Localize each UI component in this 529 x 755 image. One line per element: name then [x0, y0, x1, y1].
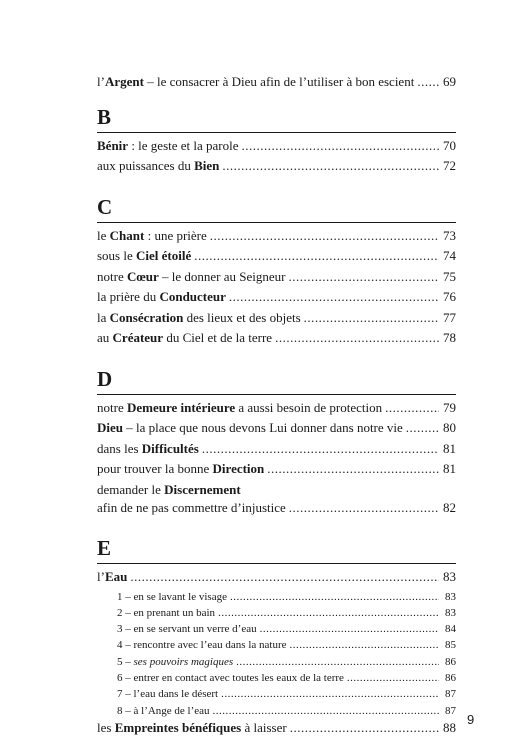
section-divider: [97, 394, 456, 395]
page-number: 86: [445, 655, 456, 668]
dot-leader: [304, 310, 439, 326]
toc-subentry[interactable]: [97, 704, 456, 720]
page-number: 72: [443, 158, 456, 173]
page-folio: 9: [467, 712, 475, 727]
entry-label: dans les Difficultés: [97, 440, 199, 456]
dot-leader: [229, 289, 439, 305]
entry-label: aux puissances du Bien: [97, 158, 220, 173]
page-number: 70: [443, 137, 456, 153]
toc-subentry[interactable]: [97, 638, 456, 654]
page-number: 88: [443, 719, 456, 735]
toc-entry[interactable]: [97, 289, 456, 310]
toc-subentry[interactable]: [97, 687, 456, 703]
entry-label: les Empreintes bénéfiques à laisser: [97, 719, 287, 735]
dot-leader: [385, 400, 439, 416]
section-b: [97, 105, 456, 179]
toc-entry[interactable]: [97, 248, 456, 269]
toc-entry[interactable]: [97, 569, 456, 590]
section-letter: D: [97, 366, 113, 391]
toc-entry[interactable]: [97, 400, 456, 421]
dot-leader: [260, 622, 439, 637]
entry-label: 3 – en se servant un verre d’eau: [117, 623, 257, 636]
page-number: 81: [443, 440, 456, 456]
page-number: 80: [443, 420, 456, 435]
entry-label: 6 – entrer en contact avec toutes les eaux de la terre: [117, 671, 344, 684]
section-letter: E: [97, 536, 112, 560]
dot-leader: [290, 638, 440, 653]
entry-label: la Consécration des lieux et des objets: [97, 309, 301, 325]
toc-entry[interactable]: [97, 461, 456, 482]
toc-subentry[interactable]: [97, 590, 456, 606]
toc-entry[interactable]: [97, 158, 456, 179]
entry-label: afin de ne pas commettre d’injustice: [97, 499, 286, 515]
dot-leader: [275, 330, 439, 346]
page-number: 76: [443, 289, 456, 304]
entry-label: sous le Ciel étoilé: [97, 248, 192, 263]
dot-leader: [288, 269, 439, 285]
toc-entry[interactable]: [97, 482, 456, 500]
section-divider: [97, 222, 456, 223]
entry-label: au Créateur du Ciel et de la terre: [97, 330, 273, 345]
page-number: 83: [445, 606, 456, 619]
toc-entry[interactable]: [97, 310, 456, 331]
section-letter: B: [97, 104, 112, 129]
entry-label: 2 – en prenant un bain: [117, 606, 216, 619]
dot-leader: [202, 441, 439, 457]
page-number: 87: [445, 704, 456, 717]
dot-leader: [218, 606, 439, 621]
dot-leader: [417, 74, 439, 90]
dot-leader: [289, 500, 439, 516]
dot-leader: [222, 158, 439, 174]
entry-label: Bénir : le geste et la parole: [97, 137, 239, 153]
dot-leader: [130, 569, 439, 585]
toc-entry[interactable]: [97, 441, 456, 462]
toc-entry[interactable]: [97, 420, 456, 441]
page-number: 84: [445, 623, 456, 636]
dot-leader: [242, 138, 439, 154]
page-number: 83: [443, 569, 456, 584]
toc-entry[interactable]: [97, 500, 456, 521]
page-number: 79: [443, 399, 456, 415]
page-number: 86: [445, 671, 456, 684]
toc-entry[interactable]: [97, 138, 456, 159]
section-e: [97, 536, 456, 740]
entry-label: notre Demeure intérieure a aussi besoin de protection: [97, 399, 383, 415]
toc-entry[interactable]: [97, 269, 456, 290]
entry-label: la prière du Conducteur: [97, 289, 226, 304]
toc-subentry[interactable]: [97, 622, 456, 638]
page-number: 77: [443, 309, 456, 325]
dot-leader: [406, 420, 439, 436]
page-number: 82: [443, 499, 456, 515]
entry-label: 8 – à l’Ange de l’eau: [117, 704, 210, 717]
dot-leader: [194, 248, 439, 264]
toc-subentry[interactable]: [97, 655, 456, 671]
entry-label: 1 – en se lavant le visage: [117, 590, 227, 603]
toc-subentry[interactable]: [97, 671, 456, 687]
section-letter: C: [97, 194, 113, 219]
index-sections: [97, 105, 456, 741]
entry-label: l’Eau: [97, 569, 128, 584]
toc-entry[interactable]: [97, 74, 456, 95]
page-number: 78: [443, 330, 456, 345]
page-number: 81: [443, 461, 456, 476]
toc-subentry[interactable]: [97, 606, 456, 622]
section-divider: [97, 132, 456, 133]
entry-label: notre Cœur – le donner au Seigneur: [97, 268, 286, 284]
dot-leader: [230, 590, 439, 605]
dot-leader: [290, 720, 439, 736]
entry-label: 7 – l’eau dans le désert: [117, 688, 219, 701]
entry-label: 4 – rencontre avec l’eau dans la nature: [117, 639, 287, 652]
dot-leader: [267, 461, 439, 477]
toc-entry[interactable]: [97, 330, 456, 351]
page-number: 87: [445, 688, 456, 701]
entry-label: 5 – ses pouvoirs magiques: [117, 655, 234, 668]
toc-entry[interactable]: [97, 228, 456, 249]
entry-label: Dieu – la place que nous devons Lui donner dans notre vie: [97, 420, 403, 435]
entry-label: l’Argent – le consacrer à Dieu afin de l’utiliser à bon escient: [97, 74, 415, 89]
page-number: 85: [445, 639, 456, 652]
dot-leader: [347, 671, 439, 686]
table-of-contents: [97, 74, 456, 740]
page-number: 74: [443, 248, 456, 263]
entry-label: demander le Discernement: [97, 481, 241, 497]
toc-entry[interactable]: [97, 720, 456, 741]
page-number: 73: [443, 227, 456, 243]
dot-leader: [236, 655, 439, 670]
page-number: 75: [443, 268, 456, 284]
dot-leader: [213, 704, 439, 719]
page-number: 83: [445, 590, 456, 603]
dot-leader: [210, 228, 439, 244]
dot-leader: [221, 687, 439, 702]
entry-label: pour trouver la bonne Direction: [97, 461, 265, 476]
section-divider: [97, 563, 456, 564]
page-number: 69: [443, 74, 456, 89]
entry-label: le Chant : une prière: [97, 227, 207, 243]
section-c: [97, 195, 456, 351]
section-d: [97, 367, 456, 521]
